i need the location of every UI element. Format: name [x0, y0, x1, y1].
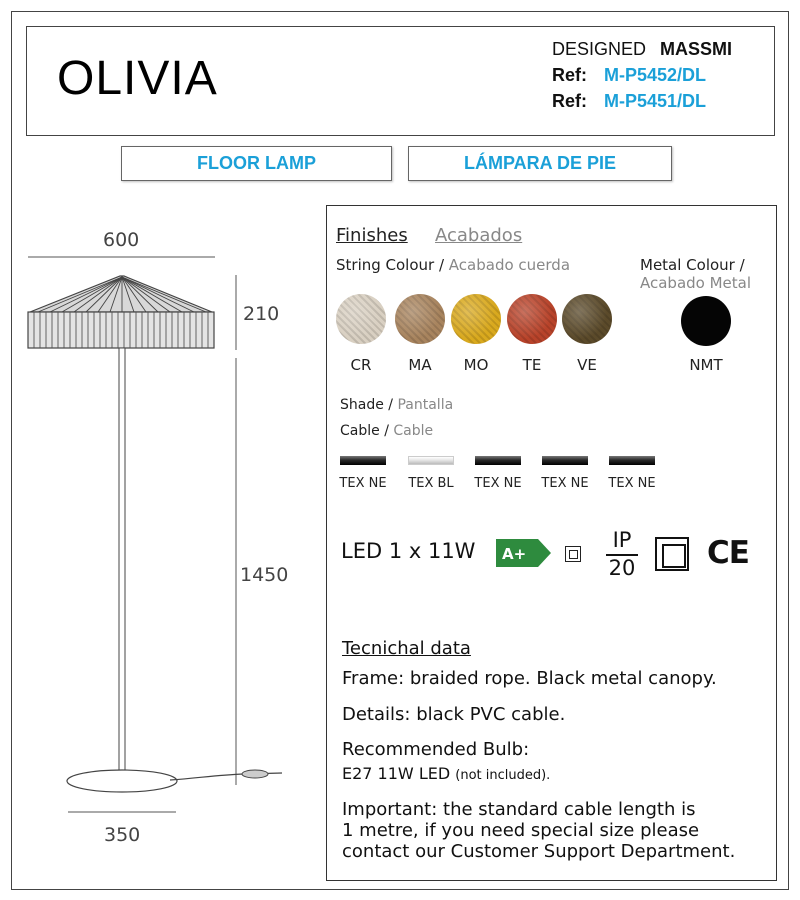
technical-title: Tecnichal data	[342, 638, 471, 659]
metal-colour-en: Metal Colour /	[640, 256, 745, 274]
cable-swatch	[542, 456, 588, 465]
ce-mark-icon: CE	[707, 535, 749, 571]
string-swatch	[562, 294, 612, 344]
string-swatch	[451, 294, 501, 344]
metal-swatch-label: NMT	[689, 356, 723, 374]
technical-important-1: Important: the standard cable length is	[342, 799, 696, 820]
cable-swatch	[340, 456, 386, 465]
technical-important-2: 1 metre, if you need special size please	[342, 820, 700, 841]
lamp-stem	[119, 348, 125, 780]
string-colour-label: String Colour / Acabado cuerda	[336, 256, 571, 274]
cable-swatch-label: TEX NE	[474, 476, 522, 491]
category-es: LÁMPARA DE PIE	[408, 146, 672, 181]
string-swatch	[507, 294, 557, 344]
cable-es: Cable	[393, 423, 434, 439]
designed-label: DESIGNED	[552, 39, 647, 59]
acabados-title: Acabados	[435, 225, 523, 246]
technical-details: Details: black PVC cable.	[342, 704, 566, 725]
ip-rating-top: IP	[612, 528, 632, 552]
lamp-drawing	[0, 0, 326, 900]
cable-swatch	[408, 456, 454, 465]
dim-stem-height: 1450	[240, 564, 289, 586]
bulb-value: E27 11W LED	[342, 764, 451, 783]
technical-bulb	[342, 764, 550, 783]
class-ii-small-icon	[565, 546, 581, 562]
ref-code: M-P5451/DL	[604, 91, 707, 111]
cable-en: Cable	[340, 423, 380, 439]
product-meta	[552, 39, 732, 117]
ref-label: Ref:	[552, 65, 587, 85]
energy-arrow-icon	[496, 539, 552, 567]
cable-swatch-label: TEX BL	[408, 476, 454, 491]
string-swatch	[395, 294, 445, 344]
string-swatch-label: CR	[350, 356, 372, 374]
technical-important-3: contact our Customer Support Department.	[342, 841, 736, 862]
bulb-note: (not included).	[455, 768, 551, 783]
dim-shade-height: 210	[243, 303, 280, 325]
ip-rating-bottom: 20	[608, 556, 636, 580]
finishes-title: Finishes	[336, 225, 408, 246]
energy-label	[496, 539, 552, 571]
product-title: OLIVIA	[57, 52, 218, 105]
cable-swatch-label: TEX NE	[541, 476, 589, 491]
string-swatch-label: VE	[577, 356, 597, 374]
dim-shade-width: 600	[103, 229, 140, 251]
finishes-panel	[326, 205, 777, 881]
designer-name: MASSMI	[660, 39, 732, 59]
shade-label: Shade / Pantalla	[340, 397, 454, 413]
cable-swatch-label: TEX NE	[608, 476, 656, 491]
ref-label: Ref:	[552, 91, 587, 111]
cable-label: Cable / Cable	[340, 423, 434, 439]
technical-frame: Frame: braided rope. Black metal canopy.	[342, 668, 717, 689]
string-swatch-label: TE	[522, 356, 542, 374]
string-swatch	[336, 294, 386, 344]
lamp-shade	[28, 276, 214, 348]
shade-en: Shade	[340, 397, 384, 413]
class-ii-icon	[655, 537, 689, 571]
string-swatch-label: MO	[463, 356, 489, 374]
cable-swatch	[609, 456, 655, 465]
shade-es: Pantalla	[397, 397, 454, 413]
technical-bulb-label: Recommended Bulb:	[342, 739, 530, 760]
metal-colour-es: Acabado Metal	[640, 274, 752, 292]
metal-colour-label	[640, 256, 751, 292]
cable-swatch	[475, 456, 521, 465]
category-en: FLOOR LAMP	[121, 146, 392, 181]
string-swatch-label: MA	[408, 356, 432, 374]
led-spec: LED 1 x 11W	[341, 539, 476, 563]
string-colour-es: Acabado cuerda	[448, 256, 571, 274]
energy-class-text: A+	[502, 545, 527, 563]
dim-base-width: 350	[104, 824, 141, 846]
cable-swatch-label: TEX NE	[339, 476, 387, 491]
ref-code: M-P5452/DL	[604, 65, 707, 85]
metal-swatch	[681, 296, 731, 346]
lamp-base	[67, 770, 177, 792]
foot-switch	[242, 770, 268, 778]
string-colour-en: String Colour	[336, 256, 435, 274]
